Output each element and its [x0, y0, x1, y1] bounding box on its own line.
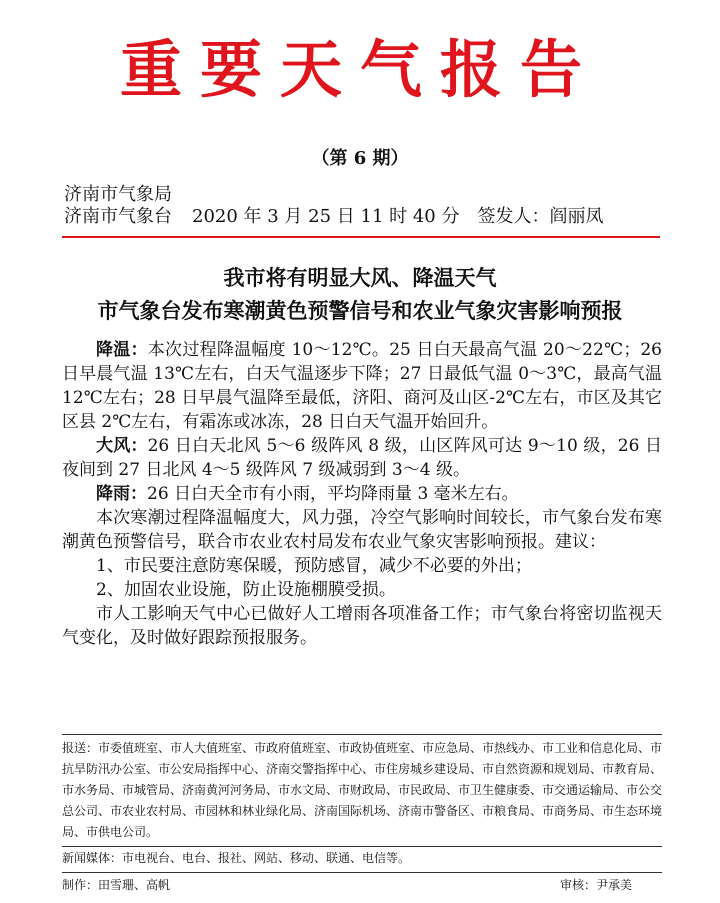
reviewer: 审核：尹承美	[559, 878, 632, 892]
headline-sub: 市气象台发布寒潮黄色预警信号和农业气象灾害影响预报	[97, 298, 623, 323]
advice-item-1: 1、市民要注意防寒保暖，预防感冒，减少不必要的外出；	[96, 556, 532, 576]
red-divider	[62, 236, 660, 238]
closing-paragraph: 市人工影响天气中心已做好人工增雨各项准备工作；市气象台将密切监视天气变化，及时做好跟踪预报服务。	[62, 604, 662, 648]
temperature-text: 本次过程降温幅度 10～12℃。25 日白天最高气温 20～22℃；26 日早晨气温 13℃左右，白天气温逐步下降；27 日最低气温 0～3℃，最高气温 12℃左右；28 日早晨气温降至最低，济阳、商河及山区-2℃左右，市区及其它区县 2℃左右，有霜冻或冰冻，28 日白天气温开始回升。	[62, 340, 662, 432]
producer: 制作：田雪珊、高帆	[62, 878, 171, 892]
report-body	[62, 338, 662, 650]
distribution-divider-bottom	[62, 872, 662, 873]
temperature-label: 降温：	[96, 340, 148, 360]
issuer-observatory: 济南市气象台	[64, 206, 172, 227]
wind-text: 26 日白天北风 5～6 级阵风 8 级，山区阵风可达 9～10 级，26 日夜间到 27 日北风 4～5 级阵风 7 级减弱到 3～4 级。	[62, 436, 663, 480]
report-title: 重要天气报告	[119, 33, 600, 106]
distribution-divider-middle	[62, 846, 662, 847]
advice-item-2: 2、加固农业设施，防止设施棚膜受损。	[96, 580, 396, 600]
wind-label: 大风：	[96, 436, 148, 456]
signer: 签发人：阎丽凤	[477, 206, 604, 227]
issue-date: 2020 年 3 月 25 日 11 时 40 分	[192, 206, 460, 227]
rain-paragraph	[62, 482, 662, 506]
rain-text: 26 日白天全市有小雨，平均降雨量 3 毫米左右。	[147, 484, 519, 504]
wind-paragraph	[62, 434, 662, 482]
summary-paragraph: 本次寒潮过程降温幅度大，风力强，冷空气影响时间较长，市气象台发布寒潮黄色预警信号，联合市农业农村局发布农业气象灾害影响预报。建议：	[62, 508, 662, 552]
issuer-line	[64, 207, 603, 227]
masthead	[0, 30, 720, 110]
distribution-recipients: 报送：市委值班室、市人大值班室、市政府值班室、市政协值班室、市应急局、市热线办、市工业和信息化局、市抗旱防汛办公室、市公安局指挥中心、济南交警指挥中心、市住房城乡建设局、市自然资源和规划局、市教育局、市水务局、市城管局、济南黄河河务局、市水文局、市财政局、市民政局、市卫生健康委、市交通运输局、市公交总公司、市农业农村局、市园林和林业绿化局、济南国际机场、济南市警备区、市粮食局、市商务局、市生态环境局、市供电公司。	[62, 741, 663, 839]
rain-label: 降雨：	[96, 484, 147, 504]
issuer-bureau: 济南市气象局	[64, 184, 172, 205]
distribution-media: 新闻媒体：市电视台、电台、报社、网站、移动、联通、电信等。	[62, 851, 411, 865]
distribution-divider-top	[62, 734, 662, 735]
headline-main: 我市将有明显大风、降温天气	[223, 265, 497, 290]
temperature-paragraph	[62, 338, 662, 434]
issue-number: （第 6 期）	[311, 148, 409, 169]
footer	[62, 875, 662, 897]
